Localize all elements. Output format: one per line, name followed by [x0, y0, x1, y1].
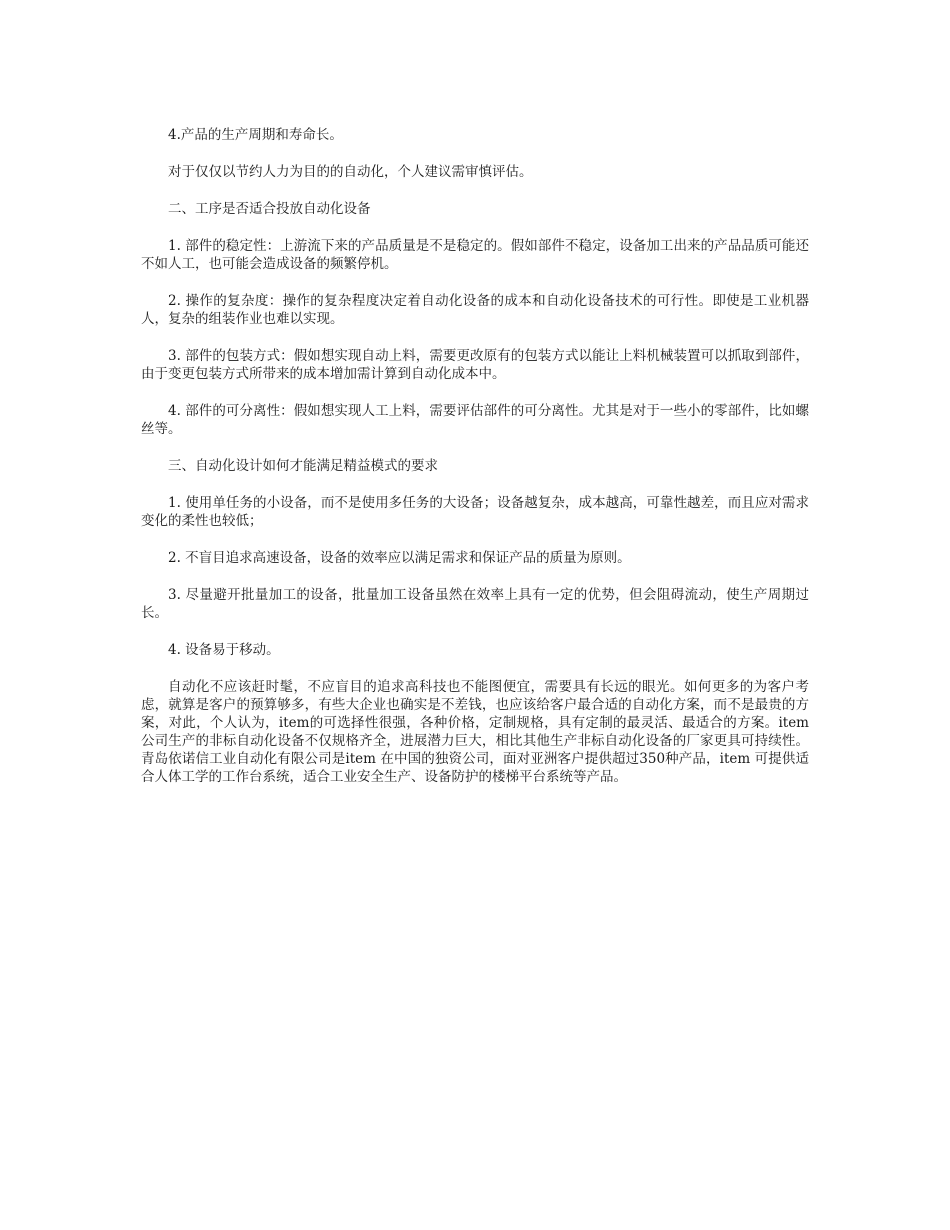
- paragraph-easy-to-move: 4. 设备易于移动。: [168, 642, 280, 658]
- paragraph-labor-saving-note: 对于仅仅以节约人力为目的的自动化，个人建议需审慎评估。: [168, 164, 533, 180]
- paragraph-single-task-equipment: 1. 使用单任务的小设备，而不是使用多任务的大设备；设备越复杂，成本越高，可靠性越差，而且应对需求变化的柔性也较低；: [141, 495, 809, 529]
- paragraph-operation-complexity: 2. 操作的复杂度：操作的复杂程度决定着自动化设备的成本和自动化设备技术的可行性。即使是工业机器人，复杂的组装作业也难以实现。: [141, 293, 809, 327]
- paragraph-avoid-batch-processing: 3. 尽量避开批量加工的设备，批量加工设备虽然在效率上具有一定的优势，但会阻碍流动，使生产周期过长。: [141, 587, 809, 621]
- section-heading-lean-requirements: 三、自动化设计如何才能满足精益模式的要求: [168, 458, 438, 474]
- paragraph-packaging-method: 3. 部件的包装方式：假如想实现自动上料，需要更改原有的包装方式以能让上料机械装置可以抓取到部件，由于变更包装方式所带来的成本增加需计算到自动化成本中。: [141, 348, 809, 382]
- paragraph-conclusion: 自动化不应该赶时髦，不应盲目的追求高科技也不能图便宜，需要具有长远的眼光。如何更多的为客户考虑，就算是客户的预算够多，有些大企业也确实是不差钱，也应该给客户最合适的自动化方案，而不是最贵的方案，对此，个人认为，item的可选择性很强，各种价格，定制规格，具有定制的最灵活、最适合的方案。item公司生产的非标自动化设备不仅规格齐全，进展潜力巨大，相比其他生产非标自动化设备的厂家更具可持续性。青岛依诺信工业自动化有限公司是item 在中国的独资公司，面对亚洲客户提供超过350种产品，item 可提供适合人体工学的工作台系统，适合工业安全生产、设备防护的楼梯平台系统等产品。: [141, 679, 809, 785]
- paragraph-part-stability: 1. 部件的稳定性：上游流下来的产品质量是不是稳定的。假如部件不稳定，设备加工出来的产品品质可能还不如人工，也可能会造成设备的频繁停机。: [141, 238, 809, 272]
- paragraph-part-separability: 4. 部件的可分离性：假如想实现人工上料，需要评估部件的可分离性。尤其是对于一些小的零部件，比如螺丝等。: [141, 403, 809, 437]
- section-heading-process-suitability: 二、工序是否适合投放自动化设备: [168, 201, 371, 217]
- document-body: [141, 126, 809, 805]
- paragraph-product-lifecycle: 4.产品的生产周期和寿命长。: [168, 127, 343, 143]
- paragraph-no-blind-high-speed: 2. 不盲目追求高速设备，设备的效率应以满足需求和保证产品的质量为原则。: [168, 550, 631, 566]
